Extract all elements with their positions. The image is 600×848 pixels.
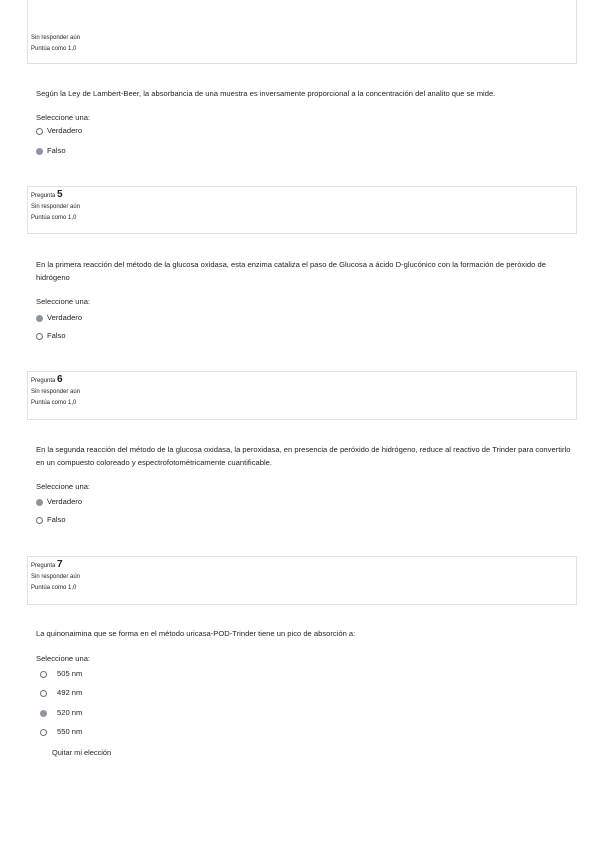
radio-icon[interactable]	[36, 128, 43, 135]
option-label: 550 nm	[57, 727, 83, 736]
question-7-info	[27, 556, 577, 605]
option-label: Verdadero	[47, 126, 83, 135]
question-5-prompt: Seleccione una:	[36, 297, 91, 306]
question-6-info	[27, 371, 577, 420]
radio-icon[interactable]	[36, 333, 43, 340]
question-4-info	[27, 0, 577, 64]
question-label: Pregunta	[31, 378, 56, 384]
radio-selected-icon[interactable]	[36, 315, 43, 322]
question-6-score: Puntúa como 1,0	[31, 400, 77, 406]
radio-icon[interactable]	[40, 729, 47, 736]
question-7-status: Sin responder aún	[31, 574, 81, 580]
radio-icon[interactable]	[40, 671, 47, 678]
option-label: Verdadero	[47, 313, 83, 322]
question-number-value: 7	[57, 559, 63, 570]
clear-choice-link[interactable]: Quitar mi elección	[52, 748, 112, 757]
option-label: Falso	[47, 515, 66, 524]
question-4-option-falso[interactable]	[36, 145, 66, 157]
question-4-score: Puntúa como 1,0	[31, 46, 77, 52]
question-6-option-verdadero[interactable]	[36, 496, 82, 508]
question-6-prompt: Seleccione una:	[36, 482, 91, 491]
question-label: Pregunta	[31, 563, 56, 569]
option-label: Falso	[47, 331, 66, 340]
radio-icon[interactable]	[36, 517, 43, 524]
question-5-info	[27, 186, 577, 234]
question-6-text: En la segunda reacción del método de la glucosa oxidasa, la peroxidasa, en presencia de peróxido de hidrógeno, reduce al reactivo de Trinder para convertirlo en un compuesto coloreado y espectrofotométricamente cuantificable.	[36, 445, 571, 467]
question-7-text: La quinonaimina que se forma en el método uricasa-POD-Trinder tiene un pico de absorción a:	[36, 629, 356, 638]
question-5-option-falso[interactable]	[36, 330, 66, 342]
radio-icon[interactable]	[40, 690, 47, 697]
radio-selected-icon[interactable]	[36, 148, 43, 155]
question-label: Pregunta	[31, 193, 56, 199]
question-7-option-505[interactable]	[36, 668, 82, 680]
question-5-status: Sin responder aún	[31, 204, 81, 210]
option-label: 492 nm	[57, 688, 83, 697]
question-number	[31, 374, 576, 387]
question-6-option-falso[interactable]	[36, 514, 66, 526]
question-5-option-verdadero[interactable]	[36, 312, 82, 324]
question-7-option-550[interactable]	[36, 726, 82, 738]
radio-selected-icon[interactable]	[40, 710, 47, 717]
question-4-text: Según la Ley de Lambert-Beer, la absorbancia de una muestra es inversamente proporcional a la concentración del analito que se mide.	[36, 89, 496, 98]
option-label: 505 nm	[57, 669, 83, 678]
question-5-text: En la primera reacción del método de la glucosa oxidasa, esta enzima cataliza el paso de Glucosa a ácido D-glucónico con la formación de peróxido de hidrógeno	[36, 260, 546, 282]
question-4-status: Sin responder aún	[31, 35, 81, 41]
question-6-status: Sin responder aún	[31, 389, 81, 395]
question-number-value: 5	[57, 189, 63, 200]
question-number	[31, 559, 576, 572]
option-label: Falso	[47, 146, 66, 155]
question-7-prompt: Seleccione una:	[36, 654, 91, 663]
option-label: 520 nm	[57, 708, 83, 717]
question-4-prompt: Seleccione una:	[36, 113, 91, 122]
question-7-option-520[interactable]	[36, 707, 82, 719]
question-number	[31, 189, 576, 202]
question-4-option-verdadero[interactable]	[36, 125, 82, 137]
radio-selected-icon[interactable]	[36, 499, 43, 506]
option-label: Verdadero	[47, 497, 83, 506]
question-7-score: Puntúa como 1,0	[31, 585, 77, 591]
question-5-score: Puntúa como 1,0	[31, 215, 77, 221]
question-7-option-492[interactable]	[36, 687, 82, 699]
question-number-value: 6	[57, 374, 63, 385]
